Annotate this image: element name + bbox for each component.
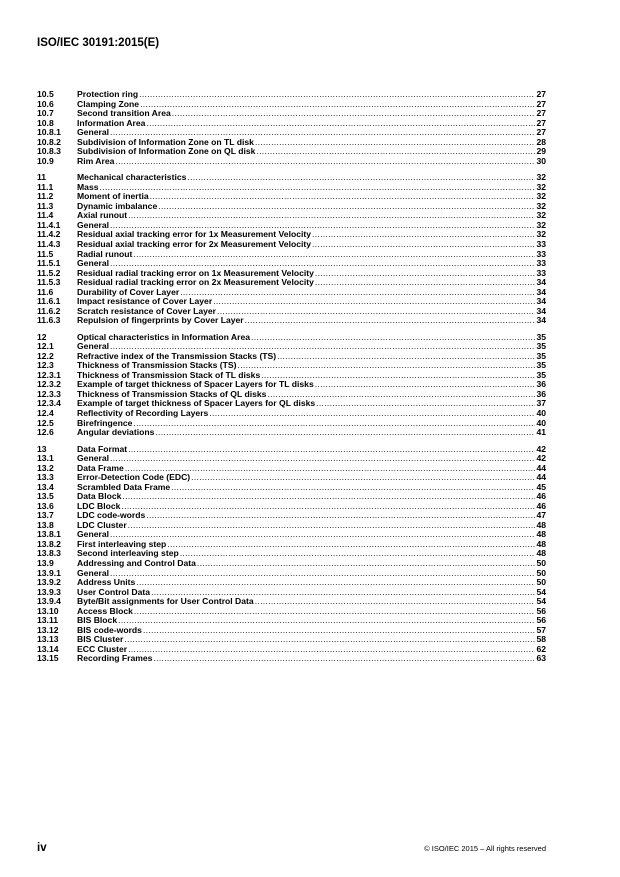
toc-entry-number: 13.6 — [37, 500, 54, 511]
toc-entry-number: 12 — [37, 331, 47, 342]
toc-dot-leader — [115, 157, 535, 167]
toc-entry-number: 13.7 — [37, 510, 54, 521]
toc-entry-page: 28 — [536, 136, 546, 147]
toc-entry[interactable] — [37, 173, 546, 183]
page-number: iv — [37, 842, 47, 854]
toc-entry-number: 11.4.3 — [37, 238, 61, 249]
toc-entry-number: 11.6.1 — [37, 296, 61, 307]
toc-entry-page: 37 — [536, 398, 546, 409]
toc-entry-number: 13.9.2 — [37, 577, 61, 588]
toc-entry-title: Protection ring — [77, 89, 139, 99]
toc-entry-page: 63 — [536, 653, 546, 664]
toc-entry-title: General — [77, 341, 110, 352]
toc-entry-number: 13.3 — [37, 472, 54, 483]
toc-entry-title: BIS Cluster — [77, 634, 124, 645]
toc-entry-title: BIS Block — [77, 615, 118, 626]
toc-dot-leader — [316, 399, 535, 409]
toc-entry-title: Scratch resistance of Cover Layer — [77, 305, 216, 316]
toc-entry-title: Moment of inertia — [77, 191, 149, 202]
toc-dot-leader — [100, 183, 536, 193]
toc-entry-number: 11.6.3 — [37, 315, 61, 326]
toc-entry-page: 34 — [536, 277, 546, 288]
toc-entry-page: 32 — [536, 229, 546, 240]
toc-dot-leader — [251, 333, 535, 343]
toc-entry-title: Mass — [77, 181, 99, 192]
toc-entry-title: Scrambled Data Frame — [77, 481, 171, 492]
toc-dot-leader — [256, 147, 535, 157]
toc-dot-leader — [197, 559, 535, 569]
toc-section-group — [37, 333, 546, 438]
toc-entry-number: 13.15 — [37, 653, 59, 664]
toc-entry-number: 12.6 — [37, 427, 54, 438]
toc-dot-leader — [238, 361, 535, 371]
toc-dot-leader — [128, 445, 535, 455]
toc-entry-title: User Control Data — [77, 586, 151, 597]
table-of-contents — [37, 90, 546, 671]
toc-entry-page: 27 — [536, 117, 546, 128]
toc-entry-title: Residual radial tracking error on 2x Measurement Velocity — [77, 277, 314, 288]
toc-entry-page: 50 — [536, 567, 546, 578]
toc-entry-title: Addressing and Control Data — [77, 557, 196, 568]
toc-entry-page: 32 — [536, 219, 546, 230]
toc-entry-number: 10.8.2 — [37, 136, 61, 147]
toc-dot-leader — [133, 419, 535, 429]
toc-dot-leader — [124, 635, 535, 645]
toc-entry-title: Axial runout — [77, 210, 128, 221]
toc-entry-number: 11.1 — [37, 181, 54, 192]
toc-entry-number: 13.12 — [37, 624, 59, 635]
toc-entry-page: 35 — [536, 360, 546, 371]
toc-entry-number: 11.6 — [37, 286, 54, 297]
toc-dot-leader — [150, 192, 535, 202]
toc-entry-page: 54 — [536, 596, 546, 607]
toc-entry-number: 13.9.4 — [37, 596, 61, 607]
toc-entry-title: Birefringence — [77, 417, 133, 428]
toc-entry-page: 42 — [536, 453, 546, 464]
toc-dot-leader — [128, 645, 535, 655]
toc-entry-page: 29 — [536, 146, 546, 157]
toc-entry-page: 50 — [536, 557, 546, 568]
toc-entry-number: 13.13 — [37, 634, 59, 645]
toc-dot-leader — [146, 119, 535, 129]
toc-entry-page: 27 — [536, 89, 546, 99]
toc-entry-title: Subdivision of Information Zone on QL disk — [77, 146, 256, 157]
toc-dot-leader — [277, 352, 535, 362]
toc-entry[interactable] — [37, 333, 546, 343]
toc-dot-leader — [155, 428, 535, 438]
toc-entry-title: Thickness of Transmission Stacks of QL disks — [77, 388, 267, 399]
toc-entry-number: 13.8.1 — [37, 529, 61, 540]
toc-entry[interactable] — [37, 521, 546, 531]
toc-entry-page: 41 — [536, 427, 546, 438]
copyright-notice: © ISO/IEC 2015 – All rights reserved — [424, 844, 546, 853]
toc-entry-number: 13.4 — [37, 481, 54, 492]
toc-entry-number: 13.14 — [37, 643, 59, 654]
toc-entry-page: 34 — [536, 286, 546, 297]
toc-entry-number: 12.3.1 — [37, 369, 61, 380]
toc-entry-page: 57 — [536, 624, 546, 635]
toc-entry-number: 13.1 — [37, 453, 54, 464]
toc-entry-number: 11.4 — [37, 210, 54, 221]
toc-entry-page: 27 — [536, 108, 546, 119]
toc-entry-number: 11.4.1 — [37, 219, 61, 230]
toc-dot-leader — [158, 202, 535, 212]
toc-entry-title: Thickness of Transmission Stack of TL disks — [77, 369, 261, 380]
toc-entry[interactable] — [37, 250, 546, 260]
toc-entry-number: 11.5.1 — [37, 258, 61, 269]
toc-entry-page: 47 — [536, 510, 546, 521]
toc-entry-page: 36 — [536, 379, 546, 390]
toc-entry-number: 11.5.3 — [37, 277, 61, 288]
toc-entry-page: 35 — [536, 350, 546, 361]
toc-entry-number: 13.9 — [37, 557, 54, 568]
toc-entry-number: 13.2 — [37, 462, 54, 473]
toc-dot-leader — [153, 654, 535, 664]
toc-entry-title: Subdivision of Information Zone on TL disk — [77, 136, 254, 147]
toc-entry-page: 35 — [536, 341, 546, 352]
toc-entry-page: 30 — [536, 155, 546, 166]
toc-dot-leader — [245, 316, 535, 326]
toc-dot-leader — [312, 240, 535, 250]
toc-entry-page: 54 — [536, 586, 546, 597]
toc-entry-title: Rim Area — [77, 155, 115, 166]
toc-entry-number: 11.3 — [37, 200, 54, 211]
toc-entry-title: Repulsion of fingerprints by Cover Layer — [77, 315, 244, 326]
toc-entry-number: 13.8 — [37, 519, 54, 530]
toc-entry-page: 44 — [536, 472, 546, 483]
toc-entry-number: 12.5 — [37, 417, 54, 428]
toc-dot-leader — [312, 230, 535, 240]
toc-entry-title: BIS code-words — [77, 624, 142, 635]
toc-entry-page: 27 — [536, 127, 546, 138]
toc-entry-number: 12.2 — [37, 350, 54, 361]
toc-entry-title: Access Block — [77, 605, 133, 616]
toc-entry[interactable] — [37, 157, 546, 167]
toc-entry-number: 10.7 — [37, 108, 54, 119]
toc-entry-page: 35 — [536, 369, 546, 380]
toc-entry[interactable] — [37, 654, 546, 664]
toc-dot-leader — [134, 607, 535, 617]
toc-entry-page: 46 — [536, 500, 546, 511]
toc-entry-title: LDC Cluster — [77, 519, 127, 530]
toc-entry-number: 11.5.2 — [37, 267, 61, 278]
toc-entry-number: 10.8.3 — [37, 146, 61, 157]
toc-entry-title: Refractive index of the Transmission Stacks (TS) — [77, 350, 277, 361]
toc-dot-leader — [136, 578, 535, 588]
toc-dot-leader — [118, 616, 535, 626]
toc-entry-page: 34 — [536, 315, 546, 326]
toc-entry[interactable] — [37, 119, 546, 129]
toc-entry-page: 62 — [536, 643, 546, 654]
toc-dot-leader — [172, 109, 535, 119]
toc-entry-page: 32 — [536, 200, 546, 211]
toc-entry-number: 12.3.4 — [37, 398, 61, 409]
toc-entry-page: 44 — [536, 462, 546, 473]
toc-entry-number: 10.8.1 — [37, 127, 61, 138]
toc-entry-number: 10.6 — [37, 98, 54, 109]
toc-entry-number: 12.4 — [37, 408, 54, 418]
toc-entry-title: Residual axial tracking error for 1x Measurement Velocity — [77, 229, 312, 240]
toc-section-group — [37, 173, 546, 326]
toc-entry-page: 32 — [536, 172, 546, 183]
toc-entry-page: 34 — [536, 305, 546, 316]
toc-entry-number: 13.9.1 — [37, 567, 61, 578]
toc-entry-number: 12.3.3 — [37, 388, 61, 399]
toc-dot-leader — [128, 521, 535, 531]
toc-entry-title: Byte/Bit assignments for User Control Data — [77, 596, 254, 607]
toc-entry-title: Second interleaving step — [77, 548, 179, 559]
toc-entry-title: LDC code-words — [77, 510, 146, 521]
toc-entry-page: 33 — [536, 238, 546, 249]
toc-dot-leader — [187, 173, 535, 183]
toc-entry-title: Durability of Cover Layer — [77, 286, 180, 297]
toc-entry-title: Second transition Area — [77, 108, 171, 119]
toc-entry-title: Data Format — [77, 443, 128, 454]
toc-entry-title: Angular deviations — [77, 427, 155, 438]
toc-entry-title: Residual axial tracking error for 2x Measurement Velocity — [77, 238, 312, 249]
toc-dot-leader — [315, 269, 535, 279]
toc-entry[interactable] — [37, 211, 546, 221]
toc-entry-page: 56 — [536, 605, 546, 616]
toc-dot-leader — [128, 211, 535, 221]
toc-entry-page: 42 — [536, 443, 546, 454]
toc-dot-leader — [110, 569, 535, 579]
toc-entry-page: 35 — [536, 331, 546, 342]
toc-dot-leader — [121, 502, 535, 512]
toc-entry-page: 33 — [536, 248, 546, 259]
toc-entry-number: 12.3.2 — [37, 379, 61, 390]
toc-entry-title: General — [77, 567, 110, 578]
toc-entry-title: Radial runout — [77, 248, 133, 259]
toc-entry-page: 36 — [536, 388, 546, 399]
toc-entry-number: 11.6.2 — [37, 305, 61, 316]
toc-entry-page: 27 — [536, 98, 546, 109]
toc-dot-leader — [171, 483, 535, 493]
toc-dot-leader — [139, 90, 535, 100]
toc-entry-number: 11.5 — [37, 248, 54, 259]
toc-entry-page: 33 — [536, 267, 546, 278]
toc-entry-title: Mechanical characteristics — [77, 172, 187, 183]
toc-dot-leader — [180, 288, 535, 298]
toc-entry-number: 13.9.3 — [37, 586, 61, 597]
toc-dot-leader — [255, 138, 535, 148]
toc-dot-leader — [255, 597, 535, 607]
toc-dot-leader — [209, 409, 535, 419]
toc-entry[interactable] — [37, 559, 546, 569]
toc-entry-page: 32 — [536, 181, 546, 192]
toc-entry-title: General — [77, 258, 110, 269]
toc-dot-leader — [167, 540, 535, 550]
toc-entry-title: Reflectivity of Recording Layers — [77, 408, 209, 418]
toc-entry-number: 12.3 — [37, 360, 54, 371]
toc-entry-title: First interleaving step — [77, 538, 167, 549]
toc-entry-title: Dynamic imbalance — [77, 200, 158, 211]
toc-entry-number: 11 — [37, 172, 47, 183]
toc-entry-number: 10.5 — [37, 89, 54, 99]
toc-dot-leader — [133, 250, 535, 260]
toc-entry[interactable] — [37, 428, 546, 438]
toc-entry-number: 10.8 — [37, 117, 54, 128]
toc-entry-title: ECC Cluster — [77, 643, 128, 654]
toc-entry-number: 13.8.3 — [37, 548, 61, 559]
toc-dot-leader — [191, 473, 535, 483]
toc-entry-number: 11.2 — [37, 191, 54, 202]
toc-entry-page: 48 — [536, 548, 546, 559]
toc-dot-leader — [315, 380, 535, 390]
toc-entry-title: General — [77, 219, 110, 230]
toc-entry-page: 34 — [536, 296, 546, 307]
document-header: ISO/IEC 30191:2015(E) — [37, 37, 160, 49]
toc-dot-leader — [146, 511, 535, 521]
toc-entry-title: General — [77, 529, 110, 540]
toc-entry-page: 40 — [536, 417, 546, 428]
toc-dot-leader — [110, 454, 535, 464]
toc-entry-page: 56 — [536, 615, 546, 626]
toc-entry-number: 13 — [37, 443, 47, 454]
toc-entry-page: 40 — [536, 408, 546, 418]
toc-entry-title: Information Area — [77, 117, 146, 128]
toc-entry-title: General — [77, 453, 110, 464]
toc-entry-title: Data Frame — [77, 462, 124, 473]
toc-dot-leader — [217, 307, 535, 317]
toc-entry-number: 10.9 — [37, 155, 54, 166]
toc-entry-page: 33 — [536, 258, 546, 269]
toc-dot-leader — [122, 492, 535, 502]
toc-entry-title: Address Units — [77, 577, 136, 588]
toc-entry-title: Residual radial tracking error on 1x Measurement Velocity — [77, 267, 314, 278]
toc-entry-title: Example of target thickness of Spacer Layers for QL disks — [77, 398, 316, 409]
toc-entry-number: 13.11 — [37, 615, 59, 626]
toc-entry-number: 13.8.2 — [37, 538, 61, 549]
toc-entry-page: 48 — [536, 519, 546, 530]
toc-entry-title: Error-Detection Code (EDC) — [77, 472, 191, 483]
toc-entry-page: 50 — [536, 577, 546, 588]
toc-entry-page: 48 — [536, 538, 546, 549]
toc-entry-title: Thickness of Transmission Stacks (TS) — [77, 360, 237, 371]
toc-section-group — [37, 445, 546, 664]
toc-entry-page: 45 — [536, 481, 546, 492]
toc-entry-page: 48 — [536, 529, 546, 540]
toc-dot-leader — [213, 297, 535, 307]
toc-entry-title: Recording Frames — [77, 653, 153, 664]
toc-entry-title: General — [77, 127, 110, 138]
toc-entry-title: Impact resistance of Cover Layer — [77, 296, 213, 307]
toc-entry-page: 32 — [536, 210, 546, 221]
toc-entry-number: 13.5 — [37, 491, 54, 502]
toc-dot-leader — [315, 278, 535, 288]
toc-entry-page: 32 — [536, 191, 546, 202]
toc-entry-number: 13.10 — [37, 605, 59, 616]
toc-dot-leader — [143, 626, 535, 636]
toc-entry[interactable] — [37, 445, 546, 455]
toc-entry-title: Data Block — [77, 491, 122, 502]
toc-dot-leader — [180, 549, 535, 559]
toc-entry-page: 58 — [536, 634, 546, 645]
toc-dot-leader — [140, 100, 535, 110]
toc-dot-leader — [110, 530, 535, 540]
toc-entry-number: 12.1 — [37, 341, 54, 352]
toc-entry-title: Clamping Zone — [77, 98, 140, 109]
toc-entry-title: Optical characteristics in Information Area — [77, 331, 251, 342]
toc-section-group — [37, 90, 546, 166]
toc-entry-number: 11.4.2 — [37, 229, 61, 240]
toc-entry-title: LDC Block — [77, 500, 121, 511]
toc-entry[interactable] — [37, 316, 546, 326]
toc-entry-title: Example of target thickness of Spacer Layers for TL disks — [77, 379, 314, 390]
toc-entry-page: 46 — [536, 491, 546, 502]
